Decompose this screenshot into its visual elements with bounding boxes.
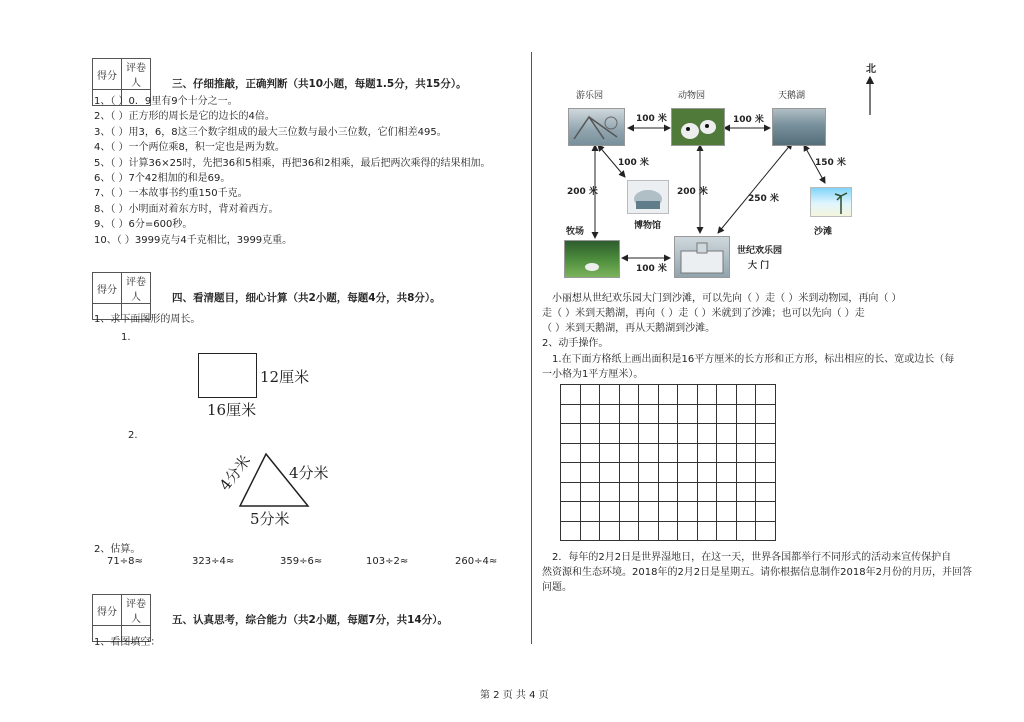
- grid-cell: [697, 443, 717, 463]
- grid-cell: [561, 463, 581, 483]
- grid-cell: [736, 424, 756, 444]
- grid-cell: [619, 502, 639, 522]
- figure1-number: 1.: [121, 332, 131, 343]
- north-label: 北: [866, 64, 876, 75]
- judgement-item: 2、（ ）正方形的周长是它的边长的4倍。: [94, 111, 275, 123]
- ranch-photo: [564, 240, 620, 278]
- grid-cell: [600, 443, 620, 463]
- dist-ranch-gate: 100 米: [636, 264, 667, 274]
- place-beach: 沙滩: [814, 227, 833, 237]
- grid-cell: [756, 463, 776, 483]
- grid-cell: [697, 463, 717, 483]
- grid-cell: [697, 385, 717, 405]
- grid-cell: [678, 482, 698, 502]
- dist-amusement-ranch: 200 米: [567, 187, 598, 197]
- grid-cell: [600, 385, 620, 405]
- grid-cell: [697, 482, 717, 502]
- dist-zoo-gate: 200 米: [677, 187, 708, 197]
- grid-cell: [561, 404, 581, 424]
- grid-cell: [580, 521, 600, 541]
- grid-cell: [580, 404, 600, 424]
- rectangle-figure: [198, 353, 257, 398]
- place-ranch: 牧场: [566, 227, 585, 237]
- hands-on-heading: 2、动手操作。: [542, 338, 609, 349]
- grid-cell: [756, 443, 776, 463]
- grid-cell: [658, 482, 678, 502]
- section5-title: 五、认真思考，综合能力（共2小题，每题7分，共14分）。: [172, 614, 448, 626]
- grid-cell: [717, 482, 737, 502]
- grid-cell: [639, 502, 659, 522]
- judgement-item: 8、（ ）小明面对着东方时，背对着西方。: [94, 203, 279, 215]
- grid-cell: [697, 404, 717, 424]
- place-museum: 博物馆: [634, 221, 662, 231]
- place-century-park: 世纪欢乐园: [737, 246, 783, 256]
- grid-cell: [580, 502, 600, 522]
- grader-label: 评卷人: [122, 273, 151, 304]
- grid-cell: [580, 424, 600, 444]
- grid-cell: [561, 482, 581, 502]
- estimate-1: 71÷8≈: [107, 556, 143, 567]
- grid-cell: [619, 385, 639, 405]
- grid-cell: [658, 521, 678, 541]
- hands-on-2-line1: 2．每年的2月2日是世界湿地日，在这一天，世界各国都举行不同形式的活动来宣传保护自: [552, 552, 952, 563]
- grid-cell: [678, 443, 698, 463]
- grid-cell: [619, 521, 639, 541]
- score-label: 得分: [93, 59, 122, 90]
- grid-cell: [736, 443, 756, 463]
- grid-cell: [600, 502, 620, 522]
- grid-cell: [619, 404, 639, 424]
- grid-cell: [619, 482, 639, 502]
- grid-cell: [580, 443, 600, 463]
- grid-cell: [580, 463, 600, 483]
- triangle-left-label: 4分米: [215, 451, 255, 494]
- grid-cell: [717, 463, 737, 483]
- figure2-number: 2.: [128, 430, 138, 441]
- dist-amusement-museum: 100 米: [618, 158, 649, 168]
- grid-cell: [756, 385, 776, 405]
- score-label: 得分: [93, 595, 122, 626]
- judgement-item: 7、（ ）一本故事书约重150千克。: [94, 188, 248, 200]
- hands-on-1-line2: 一小格为1平方厘米）。: [542, 369, 644, 380]
- grid-cell: [658, 463, 678, 483]
- grid-cell: [736, 482, 756, 502]
- page-footer: 第 2 页 共 4 页: [480, 690, 549, 701]
- amusement-park-photo: [568, 108, 625, 146]
- triangle-bottom-label: 5分米: [250, 510, 290, 528]
- grader-label: 评卷人: [122, 59, 151, 90]
- grid-cell: [561, 385, 581, 405]
- section4-q1: 1、求下面图形的周长。: [94, 314, 201, 325]
- grid-cell: [717, 424, 737, 444]
- estimate-2: 323÷4≈: [192, 556, 235, 567]
- place-swan-lake: 天鹅湖: [778, 91, 806, 101]
- grid-cell: [619, 424, 639, 444]
- grid-cell: [658, 404, 678, 424]
- grader-label: 评卷人: [122, 595, 151, 626]
- estimate-5: 260÷4≈: [455, 556, 498, 567]
- grid-cell: [600, 463, 620, 483]
- grid-cell: [639, 482, 659, 502]
- grid-cell: [697, 424, 717, 444]
- estimate-3: 359÷6≈: [280, 556, 323, 567]
- grid-cell: [756, 521, 776, 541]
- triangle-right-label: 4分米: [289, 464, 329, 482]
- hands-on-1-line1: 1.在下面方格纸上画出面积是16平方厘米的长方形和正方形，标出相应的长、宽或边长（每: [552, 354, 955, 365]
- grid-cell: [561, 521, 581, 541]
- judgement-item: 1、（ ）0．9里有9个十分之一。: [94, 96, 238, 107]
- grid-cell: [678, 424, 698, 444]
- grid-cell: [736, 404, 756, 424]
- grid-cell: [736, 463, 756, 483]
- swan-lake-photo: [772, 108, 826, 146]
- grid-cell: [600, 521, 620, 541]
- grid-cell: [717, 404, 737, 424]
- grid-cell: [756, 502, 776, 522]
- grid-cell: [736, 385, 756, 405]
- grid-cell: [561, 424, 581, 444]
- map-question-line1: 小丽想从世纪欢乐园大门到沙滩，可以先向（ ）走（ ）米到动物园，再向（ ）: [552, 293, 902, 304]
- grid-cell: [639, 463, 659, 483]
- grid-cell: [717, 443, 737, 463]
- grid-cell: [600, 482, 620, 502]
- judgement-item: 4、（ ）一个两位乘8，积一定也是两为数。: [94, 142, 285, 154]
- museum-photo: [627, 180, 669, 214]
- grid-cell: [561, 443, 581, 463]
- beach-photo: [810, 187, 852, 217]
- place-zoo: 动物园: [678, 91, 706, 101]
- dist-swan-beach: 150 米: [815, 158, 846, 168]
- grid-cell: [619, 443, 639, 463]
- grid-cell: [678, 521, 698, 541]
- grid-cell: [561, 502, 581, 522]
- grid-cell: [619, 463, 639, 483]
- grid-cell: [580, 385, 600, 405]
- grid-cell: [678, 385, 698, 405]
- place-amusement-park: 游乐园: [576, 91, 604, 101]
- section4-title: 四、看清题目，细心计算（共2小题，每题4分，共8分）。: [172, 292, 441, 304]
- grid-paper: [560, 384, 776, 541]
- grid-cell: [658, 385, 678, 405]
- judgement-item: 3、（ ）用3，6，8这三个数字组成的最大三位数与最小三位数，它们相差495。: [94, 126, 447, 138]
- judgement-item: 6、（ ）7个42相加的和是69。: [94, 173, 231, 184]
- century-park-gate-photo: [674, 236, 730, 278]
- grid-cell: [736, 502, 756, 522]
- grid-cell: [756, 424, 776, 444]
- map-question-line2: 走（ ）米到天鹅湖，再向（ ）走（ ）米就到了沙滩；也可以先向（ ）走: [542, 308, 865, 319]
- grid-cell: [580, 482, 600, 502]
- grid-cell: [639, 443, 659, 463]
- grid-cell: [658, 424, 678, 444]
- grid-cell: [756, 404, 776, 424]
- hands-on-2-line3: 问题。: [542, 582, 572, 593]
- grid-cell: [639, 424, 659, 444]
- dist-zoo-swan: 100 米: [733, 115, 764, 125]
- grid-cell: [717, 502, 737, 522]
- judgement-item: 9、（ ）6分=600秒。: [94, 219, 193, 231]
- rect-height-label: 12厘米: [260, 368, 310, 386]
- grid-cell: [658, 502, 678, 522]
- section4-q2: 2、估算。: [94, 544, 141, 555]
- dist-amusement-zoo: 100 米: [636, 114, 667, 124]
- grid-cell: [678, 502, 698, 522]
- grid-cell: [697, 521, 717, 541]
- grid-cell: [658, 443, 678, 463]
- estimate-4: 103÷2≈: [366, 556, 409, 567]
- dist-gate-swan: 250 米: [748, 194, 779, 204]
- grid-cell: [756, 482, 776, 502]
- zoo-photo: [671, 108, 725, 146]
- grid-cell: [697, 502, 717, 522]
- grid-cell: [736, 521, 756, 541]
- judgement-item: 10、（ ）3999克与4千克相比，3999克重。: [94, 234, 293, 246]
- map-question-line3: （ ）米到天鹅湖，再从天鹅湖到沙滩。: [542, 323, 716, 334]
- place-gate: 大 门: [748, 261, 770, 271]
- grid-cell: [678, 404, 698, 424]
- hands-on-2-line2: 然资源和生态环境。2018年的2月2日是星期五。请你根据信息制作2018年2月份的月历，并回答: [542, 567, 972, 578]
- judgement-item: 5、（ ）计算36×25时，先把36和5相乘，再把36和2相乘，最后把两次乘得的结果相加。: [94, 157, 491, 169]
- grid-cell: [600, 404, 620, 424]
- grid-cell: [717, 385, 737, 405]
- column-divider: [531, 52, 532, 644]
- grid-cell: [717, 521, 737, 541]
- grid-cell: [639, 521, 659, 541]
- rect-width-label: 16厘米: [207, 401, 257, 419]
- section5-q1: 1、看图填空：: [94, 637, 161, 648]
- grid-cell: [678, 463, 698, 483]
- grid-cell: [600, 424, 620, 444]
- grid-cell: [639, 404, 659, 424]
- grid-cell: [639, 385, 659, 405]
- score-label: 得分: [93, 273, 122, 304]
- section3-title: 三、仔细推敲，正确判断（共10小题，每题1.5分，共15分）。: [172, 78, 467, 90]
